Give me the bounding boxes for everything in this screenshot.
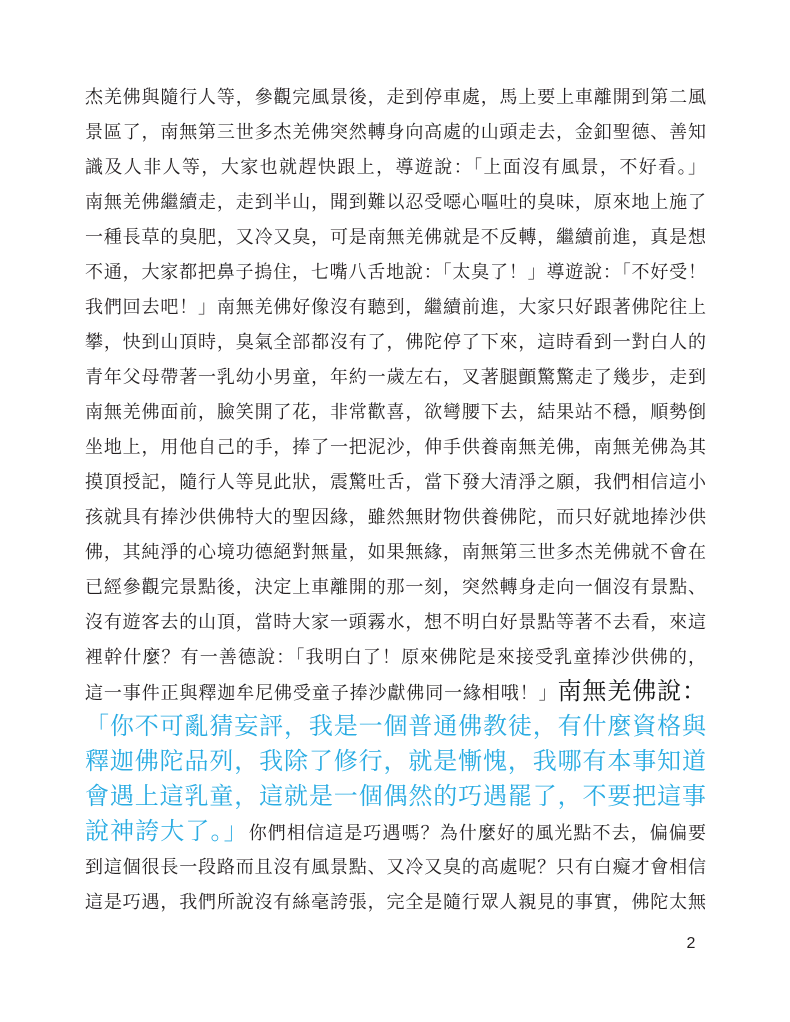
text-line [85, 710, 706, 745]
text-line [85, 465, 706, 500]
body-text: 不通，大家都把鼻子摀住，七嘴八舌地說：「太臭了！」導遊說：「不好受！ [85, 262, 706, 282]
text-line [85, 850, 706, 885]
body-text: 南無羌佛繼續走，走到半山，聞到難以忍受噁心嘔吐的臭味，原來地上施了 [85, 192, 706, 212]
text-line [85, 185, 706, 220]
body-text: 南無羌佛面前，臉笑開了花，非常歡喜，欲彎腰下去，結果站不穩，順勢倒 [85, 402, 706, 422]
body-text: 景區了，南無第三世多杰羌佛突然轉身向高處的山頭走去，金釦聖德、善知 [85, 122, 706, 142]
body-text: 這是巧遇，我們所說沒有絲毫誇張，完全是隨行眾人親見的事實，佛陀太無 [85, 892, 706, 912]
body-text: 已經參觀完景點後，決定上車離開的那一刻，突然轉身走向一個沒有景點、 [85, 577, 706, 597]
body-text: 到這個很長一段路而且沒有風景點、又冷又臭的高處呢？只有白癡才會相信 [85, 857, 706, 877]
body-text: 杰羌佛與隨行人等，參觀完風景後，走到停車處，馬上要上車離開到第二風 [85, 87, 706, 107]
buddha-quote-text: 「你不可亂猜妄評，我是一個普通佛教徒，有什麼資格與 [85, 714, 706, 740]
text-line [85, 815, 706, 850]
text-line [85, 360, 706, 395]
buddha-quote-text: 說神誇大了。」 [85, 819, 249, 845]
body-text: 這一事件正與釋迦牟尼佛受童子捧沙獻佛同一緣相哦！」 [85, 683, 558, 703]
text-line [85, 325, 706, 360]
body-text: 攀，快到山頂時，臭氣全部都沒有了，佛陀停了下來，這時看到一對白人的 [85, 332, 706, 352]
buddha-quote-text: 會遇上這乳童，這就是一個偶然的巧遇罷了，不要把這事 [85, 784, 706, 810]
text-line [85, 430, 706, 465]
text-line [85, 745, 706, 780]
body-text: 裡幹什麼？有一善德說：「我明白了！原來佛陀是來接受乳童捧沙供佛的， [85, 647, 706, 667]
body-text: 孩就具有捧沙供佛特大的聖因緣，雖然無財物供養佛陀，而只好就地捧沙供 [85, 507, 706, 527]
speaker-label: 南無羌佛說： [557, 679, 706, 705]
body-text: 你們相信這是巧遇嗎？為什麼好的風光點不去，偏偏要 [248, 823, 707, 843]
text-line [85, 290, 706, 325]
text-line [85, 885, 706, 920]
body-text: 摸頂授記，隨行人等見此狀，震驚吐舌，當下發大清淨之願，我們相信這小 [85, 472, 706, 492]
text-line [85, 675, 706, 710]
body-text: 青年父母帶著一乳幼小男童，年約一歲左右，叉著腿顫驚驚走了幾步，走到 [85, 367, 706, 387]
body-text: 沒有遊客去的山頂，當時大家一頭霧水，想不明白好景點等著不去看，來這 [85, 612, 706, 632]
body-text: 佛，其純淨的心境功德絕對無量，如果無緣，南無第三世多杰羌佛就不會在 [85, 542, 706, 562]
text-line [85, 640, 706, 675]
text-line [85, 255, 706, 290]
text-line [85, 80, 706, 115]
text-line [85, 605, 706, 640]
text-line [85, 500, 706, 535]
text-line [85, 395, 706, 430]
text-line [85, 220, 706, 255]
text-line [85, 780, 706, 815]
text-line [85, 150, 706, 185]
body-text: 識及人非人等，大家也就趕快跟上，導遊說：「上面沒有風景，不好看。」 [85, 157, 706, 177]
body-text: 一種長草的臭肥，又冷又臭，可是南無羌佛就是不反轉，繼續前進，真是想 [85, 227, 706, 247]
page-number: 2 [686, 935, 696, 952]
buddha-quote-text: 釋迦佛陀品列，我除了修行，就是慚愧，我哪有本事知道 [85, 749, 706, 775]
body-text: 坐地上，用他自己的手，捧了一把泥沙，伸手供養南無羌佛，南無羌佛為其 [85, 437, 706, 457]
text-line [85, 535, 706, 570]
text-lines [85, 80, 706, 920]
text-line [85, 115, 706, 150]
body-text: 我們回去吧！」南無羌佛好像沒有聽到，繼續前進，大家只好跟著佛陀往上 [85, 297, 706, 317]
text-line [85, 570, 706, 605]
